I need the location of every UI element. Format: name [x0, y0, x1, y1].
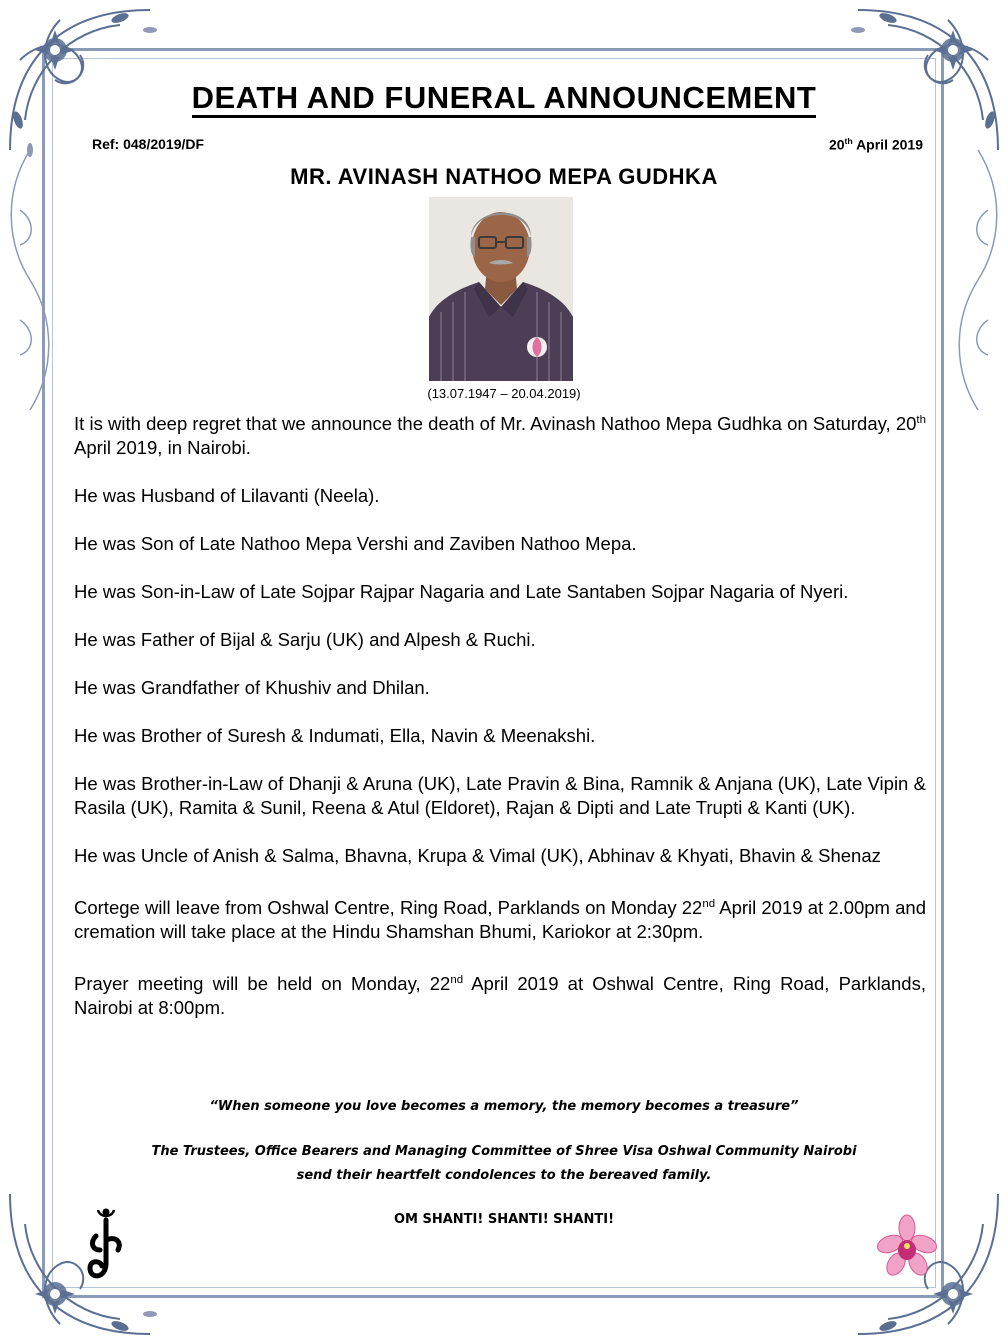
page-title: DEATH AND FUNERAL ANNOUNCEMENT	[0, 80, 1008, 116]
condolence-line-1: The Trustees, Office Bearers and Managing Committee of Shree Visa Oshwal Community Nairobi	[151, 1144, 857, 1159]
condolence-message	[0, 1140, 1008, 1188]
announcement-body	[74, 408, 926, 1044]
paragraph-grandfather: He was Grandfather of Khushiv and Dhilan.	[74, 677, 430, 699]
paragraph-brother: He was Brother of Suresh & Indumati, Ella, Navin & Meenakshi.	[74, 725, 596, 747]
condolence-line-2: send their heartfelt condolences to the bereaved family.	[296, 1168, 712, 1183]
paragraph-son-in-law: He was Son-in-Law of Late Sojpar Rajpar Nagaria and Late Santaben Sojpar Nagaria of Nyeri.	[74, 581, 849, 603]
deceased-name: MR. AVINASH NATHOO MEPA GUDHKA	[290, 164, 718, 189]
paragraph-cortege: Cortege will leave from Oshwal Centre, Ring Road, Parklands on Monday 22nd April 2019 at 2.00pm and cremation will take place at the Hindu Shamshan Bhumi, Kariokor at 2:30pm.	[74, 897, 926, 943]
jain-symbol-icon	[82, 1206, 130, 1284]
paragraph-husband: He was Husband of Lilavanti (Neela).	[74, 485, 380, 507]
announcement-date: 20th April 2019	[828, 136, 923, 153]
orchid-flower-icon	[876, 1214, 938, 1280]
reference-number: Ref: 048/2019/DF	[92, 136, 205, 152]
paragraph-prayer-meeting: Prayer meeting will be held on Monday, 22nd April 2019 at Oshwal Centre, Ring Road, Parklands, Nairobi at 8:00pm.	[74, 973, 926, 1019]
paragraph-death-notice: It is with deep regret that we announce the death of Mr. Avinash Nathoo Mepa Gudhka on Saturday, 20th April 2019, in Nairobi.	[74, 413, 926, 459]
om-shanti-closing: OM SHANTI! SHANTI! SHANTI!	[393, 1212, 615, 1227]
life-dates: (13.07.1947 – 20.04.2019)	[427, 386, 581, 401]
paragraph-uncle: He was Uncle of Anish & Salma, Bhavna, Krupa & Vimal (UK), Abhinav & Khyati, Bhavin & Shenaz	[74, 845, 881, 867]
paragraph-son: He was Son of Late Nathoo Mepa Vershi and Zaviben Nathoo Mepa.	[74, 533, 637, 555]
paragraph-father: He was Father of Bijal & Sarju (UK) and Alpesh & Ruchi.	[74, 629, 536, 651]
portrait-photo	[429, 197, 573, 381]
memorial-quote: “When someone you love becomes a memory, the memory becomes a treasure”	[209, 1099, 799, 1114]
paragraph-brother-in-law: He was Brother-in-Law of Dhanji & Aruna (UK), Late Pravin & Bina, Ramnik & Anjana (UK), Late Vipin & Rasila (UK), Ramita & Sunil, Reena & Atul (Eldoret), Rajan & Dipti and Late Trupti & Kanti (UK).	[74, 773, 926, 819]
